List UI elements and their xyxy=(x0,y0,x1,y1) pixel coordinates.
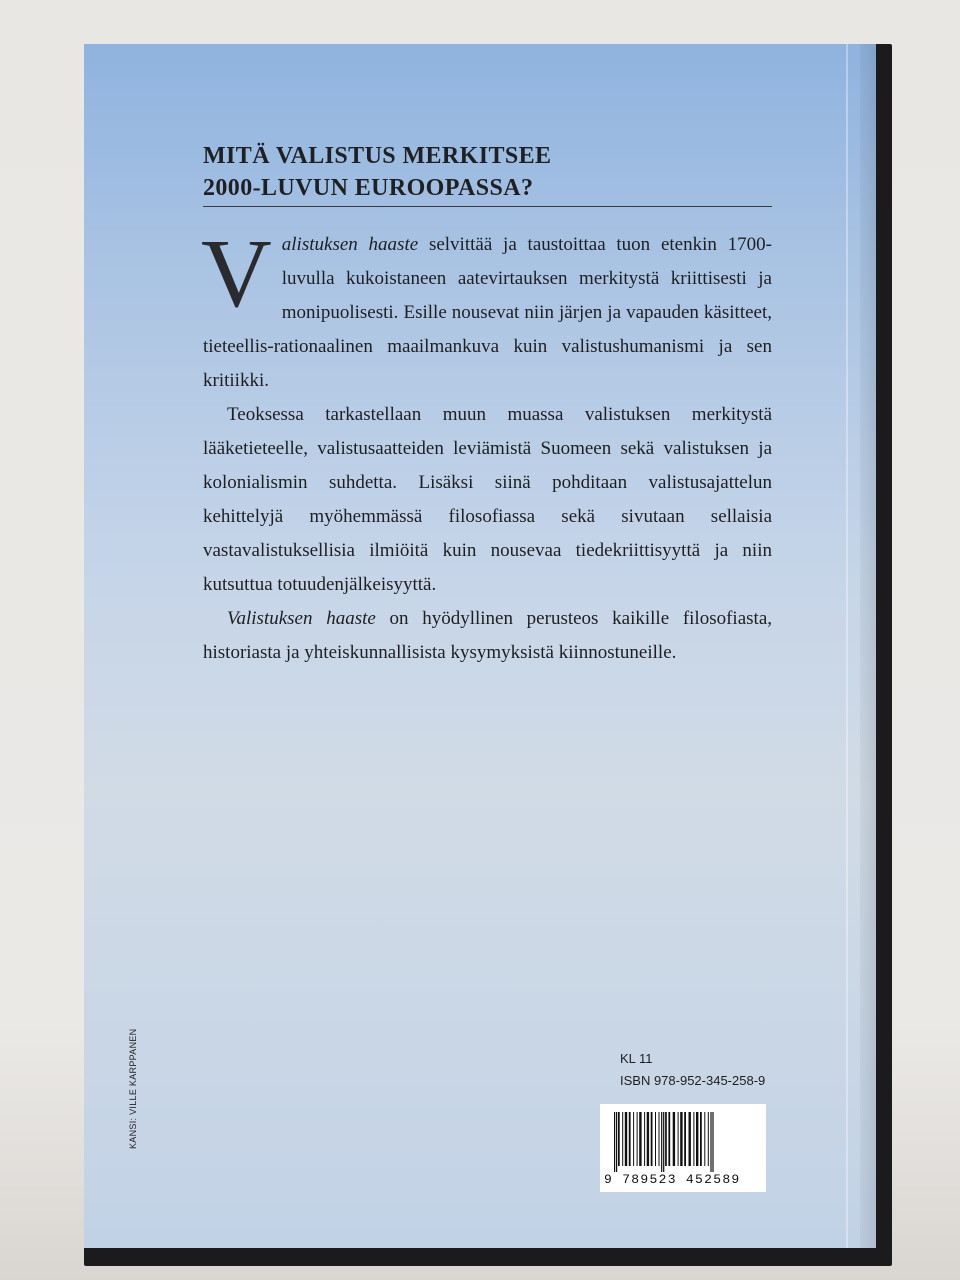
barcode-bar xyxy=(708,1112,709,1166)
paragraph-text: selvittää ja taustoittaa tuon etenkin 1700-luvulla kukoistaneen aatevirtauksen merkitystä kriittisesti ja monipuolisesti. Esille nousevat niin järjen ja vapauden käsitteet, tieteellis-rationaalinen maailmankuva kuin valistushumanismi ja sen kritiikki. xyxy=(203,234,772,391)
barcode-bar xyxy=(689,1112,691,1166)
headline-line-1: MITÄ VALISTUS MERKITSEE xyxy=(203,143,552,169)
barcode-bar xyxy=(700,1112,702,1166)
spine-fold-line xyxy=(846,44,848,1248)
headline-divider xyxy=(203,206,772,207)
drop-cap: V xyxy=(201,220,272,328)
cover-credit: KANSI: VILLE KARPPANEN xyxy=(128,1028,138,1149)
isbn-number: ISBN 978-952-345-258-9 xyxy=(620,1073,766,1088)
barcode-digits: 9 789523 452589 xyxy=(604,1172,741,1187)
barcode-bar xyxy=(693,1112,694,1166)
barcode-bar xyxy=(680,1112,682,1166)
barcode-guard-bar xyxy=(614,1112,615,1172)
barcode-bar xyxy=(673,1112,675,1166)
barcode-guard-bar xyxy=(661,1112,662,1172)
library-classification: KL 11 xyxy=(620,1051,653,1066)
barcode-bar xyxy=(665,1112,667,1166)
barcode-bar xyxy=(618,1112,620,1166)
barcode-bar xyxy=(655,1112,656,1166)
book-back-cover xyxy=(84,44,876,1248)
barcode-guard-bar xyxy=(710,1112,711,1172)
barcode-bar xyxy=(633,1112,634,1166)
barcode-bar xyxy=(639,1112,641,1166)
title-italic: alistuksen haaste xyxy=(281,234,419,255)
barcode xyxy=(600,1104,766,1192)
barcode-bar xyxy=(659,1112,660,1166)
barcode-guard-bar xyxy=(616,1112,617,1172)
blurb-paragraph-3 xyxy=(203,602,772,670)
barcode-bar xyxy=(625,1112,627,1166)
barcode-guard-bar xyxy=(712,1112,713,1172)
barcode-bar xyxy=(651,1112,653,1166)
barcode-guard-bar xyxy=(663,1112,664,1172)
barcode-bar xyxy=(668,1112,670,1166)
barcode-bar xyxy=(647,1112,649,1166)
paragraph-text: on hyödyllinen perusteos kaikille filosofiasta, historiasta ja yhteiskunnallisista kysymyksistä kiinnostuneille. xyxy=(203,608,773,663)
blurb-paragraph-2 xyxy=(203,398,772,602)
paragraph-text: Teoksessa tarkastellaan muun muassa valistuksen merkitystä lääketieteelle, valistusaatteiden leviämistä Suomeen sekä valistuksen ja kolonialismin suhdetta. Lisäksi siinä pohditaan valistusajattelun kehittelyjä myöhemmässä filosofiassa sekä sivutaan sellaisia vastavalistuksellisia ilmiöitä kuin nousevaa tiedekriittisyyttä ja niin kutsuttua totuudenjälkeisyyttä. xyxy=(203,404,772,595)
barcode-bar xyxy=(704,1112,705,1166)
barcode-bar xyxy=(678,1112,679,1166)
spine-edge xyxy=(860,44,876,1248)
blurb-paragraph-1 xyxy=(201,220,772,398)
barcode-bar xyxy=(696,1112,698,1166)
title-italic: Valistuksen haaste xyxy=(227,608,376,629)
barcode-bar xyxy=(629,1112,631,1166)
barcode-bar xyxy=(684,1112,686,1166)
headline-line-2: 2000-LUVUN EUROOPASSA? xyxy=(203,175,534,201)
barcode-bar xyxy=(644,1112,645,1166)
barcode-bar xyxy=(622,1112,623,1166)
blurb-text xyxy=(201,220,773,670)
barcode-bars xyxy=(600,1104,766,1174)
barcode-bar xyxy=(637,1112,638,1166)
cover-headline xyxy=(203,140,723,204)
